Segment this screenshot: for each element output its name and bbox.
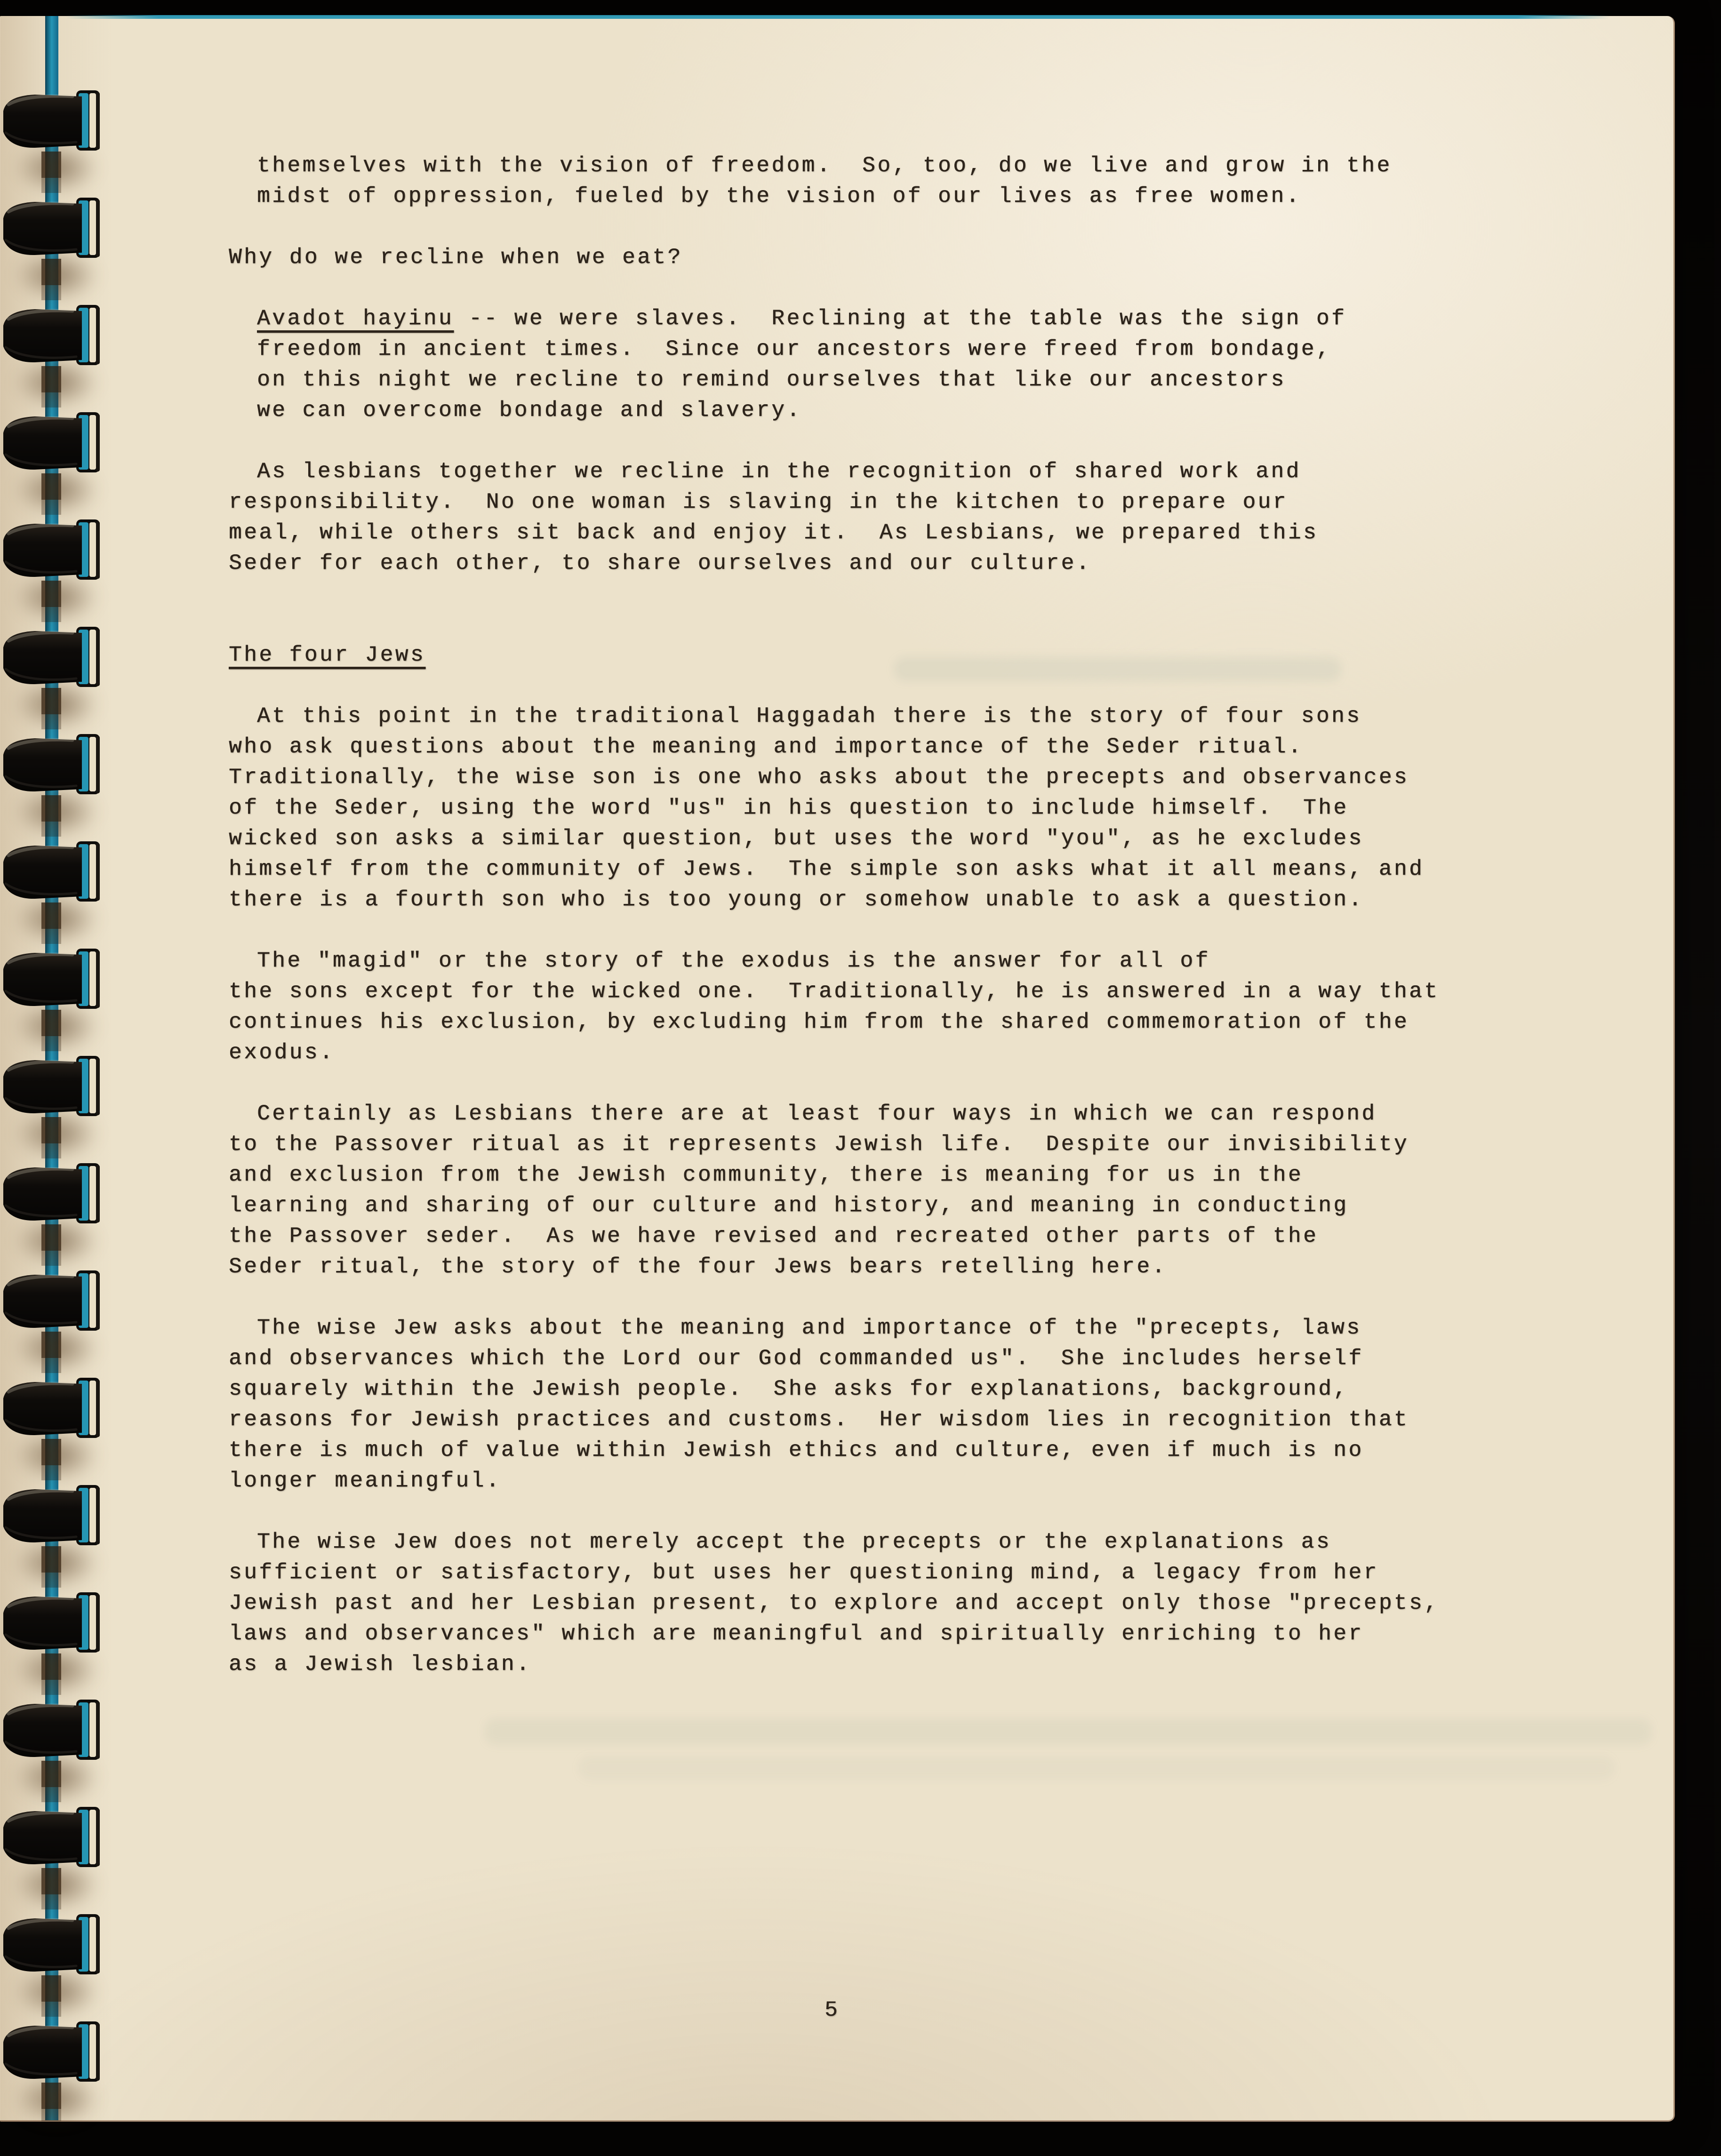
text-line — [229, 732, 1593, 762]
text-line — [229, 1190, 1593, 1221]
blank-line — [229, 579, 1593, 609]
bleedthrough-smudge — [579, 1756, 1614, 1780]
blank-line — [229, 1068, 1593, 1099]
text-segment: the sons except for the wicked one. Traditionally, he is answered in a way that — [229, 979, 1440, 1004]
text-line — [229, 1405, 1593, 1435]
text-segment: Why do we recline when we eat? — [229, 245, 683, 270]
text-segment: we can overcome bondage and slavery. — [257, 398, 802, 423]
blank-line — [229, 273, 1593, 303]
text-segment: and observances which the Lord our God commanded us". She includes herself — [229, 1346, 1364, 1371]
binding-ring-graphic — [1, 1162, 104, 1225]
text-line — [229, 1160, 1593, 1190]
page-text — [229, 151, 1593, 1680]
binding-ring-graphic — [1, 89, 104, 152]
binding-ring — [1, 1484, 104, 1547]
binding-ring — [1, 2020, 104, 2084]
binding-ring — [1, 197, 104, 260]
binding-ring — [1, 1270, 104, 1333]
blank-line — [229, 426, 1593, 456]
text-line — [229, 823, 1593, 854]
text-segment: As lesbians together we recline in the recognition of shared work and — [257, 459, 1301, 484]
text-segment: responsibility. No one woman is slaving in the kitchen to prepare our — [229, 490, 1288, 514]
text-line — [229, 487, 1593, 518]
binding-ring-graphic — [1, 1377, 104, 1440]
text-line — [229, 1557, 1593, 1588]
text-line — [229, 1252, 1593, 1282]
binding-ring — [1, 1591, 104, 1654]
text-segment: At this point in the traditional Haggadah there is the story of four sons — [257, 704, 1362, 728]
text-line — [229, 1466, 1593, 1496]
binding-ring — [1, 1377, 104, 1440]
text-line — [229, 303, 1593, 334]
text-line — [229, 854, 1593, 885]
text-line — [229, 242, 1593, 273]
binding-ring-graphic — [1, 733, 104, 796]
bleedthrough-smudge — [485, 1718, 1652, 1745]
binding-ring-graphic — [1, 1484, 104, 1547]
text-line — [229, 1007, 1593, 1038]
binding-ring-graphic — [1, 411, 104, 474]
binding-ring — [1, 733, 104, 796]
text-segment: midst of oppression, fueled by the vision of our lives as free women. — [257, 184, 1301, 208]
text-segment: of the Seder, using the word "us" in his question to include himself. The — [229, 796, 1349, 820]
binding-ring — [1, 626, 104, 689]
text-line — [229, 1038, 1593, 1068]
text-line — [229, 548, 1593, 579]
binding-ring-graphic — [1, 1270, 104, 1333]
binding-ring — [1, 840, 104, 903]
text-segment: exodus. — [229, 1040, 335, 1065]
text-line — [229, 640, 1593, 671]
text-segment: continues his exclusion, by excluding him from the shared commemoration of the — [229, 1010, 1409, 1034]
text-segment: laws and observances" which are meaningful and spiritually enriching to her — [229, 1621, 1364, 1646]
text-segment: The wise Jew asks about the meaning and importance of the "precepts, laws — [257, 1316, 1362, 1340]
text-line — [229, 518, 1593, 548]
text-segment: themselves with the vision of freedom. So, too, do we live and grow in the — [257, 153, 1392, 178]
binding-ring — [1, 519, 104, 582]
text-line — [229, 395, 1593, 426]
text-line — [229, 1343, 1593, 1374]
binding-ring — [1, 1699, 104, 1762]
text-segment: as a Jewish lesbian. — [229, 1652, 532, 1677]
binding-ring — [1, 89, 104, 152]
text-line — [229, 1099, 1593, 1129]
text-segment: who ask questions about the meaning and importance of the Seder ritual. — [229, 735, 1303, 759]
binding-ring-graphic — [1, 1699, 104, 1762]
blank-line — [229, 671, 1593, 701]
binding-ring-graphic — [1, 197, 104, 260]
text-line — [229, 1313, 1593, 1343]
binding-ring-graphic — [1, 948, 104, 1011]
binding-ring — [1, 1055, 104, 1118]
text-segment: Seder for each other, to share ourselves and our culture. — [229, 551, 1091, 575]
text-line — [229, 456, 1593, 487]
text-line — [229, 793, 1593, 823]
page-number: 5 — [824, 1998, 838, 2022]
binding-ring — [1, 948, 104, 1011]
text-line — [229, 1374, 1593, 1405]
text-segment: sufficient or satisfactory, but uses her questioning mind, a legacy from her — [229, 1560, 1379, 1585]
binding-ring-graphic — [1, 840, 104, 903]
text-segment: there is a fourth son who is too young or somehow unable to ask a question. — [229, 887, 1364, 912]
text-line — [229, 334, 1593, 365]
binding-ring — [1, 1806, 104, 1869]
text-line — [229, 885, 1593, 915]
text-segment: The "magid" or the story of the exodus is the answer for all of — [257, 949, 1210, 973]
text-line — [229, 1221, 1593, 1252]
text-segment: freedom in ancient times. Since our ancestors were freed from bondage, — [257, 337, 1331, 361]
binding-ring-graphic — [1, 2020, 104, 2084]
text-segment: -- we were slaves. Reclining at the table was the sign of — [454, 306, 1347, 331]
binding-ring-graphic — [1, 519, 104, 582]
text-line — [229, 181, 1593, 212]
text-segment: Jewish past and her Lesbian present, to explore and accept only those "precepts, — [229, 1591, 1440, 1615]
blank-line — [229, 915, 1593, 946]
text-segment: The wise Jew does not merely accept the precepts or the explanations as — [257, 1530, 1331, 1554]
text-segment: Certainly as Lesbians there are at least four ways in which we can respond — [257, 1102, 1377, 1126]
binding-ring-graphic — [1, 626, 104, 689]
text-segment: to the Passover ritual as it represents Jewish life. Despite our invisibility — [229, 1132, 1409, 1157]
text-segment: longer meaningful. — [229, 1469, 501, 1493]
text-segment: on this night we recline to remind ourselves that like our ancestors — [257, 367, 1286, 392]
binding-ring — [1, 1162, 104, 1225]
text-line — [229, 762, 1593, 793]
binding-ring-graphic — [1, 1806, 104, 1869]
text-segment: The four Jews — [229, 643, 426, 667]
text-line — [229, 151, 1593, 181]
binding-ring-graphic — [1, 1591, 104, 1654]
blank-line — [229, 212, 1593, 242]
text-segment: himself from the community of Jews. The simple son asks what it all means, and — [229, 857, 1425, 881]
text-line — [229, 976, 1593, 1007]
text-segment: wicked son asks a similar question, but uses the word "you", as he excludes — [229, 826, 1364, 851]
text-line — [229, 365, 1593, 395]
text-line — [229, 1527, 1593, 1557]
text-line — [229, 1649, 1593, 1680]
binding-ring-graphic — [1, 1913, 104, 1976]
cover-edge — [66, 15, 1609, 19]
text-segment: Seder ritual, the story of the four Jews bears retelling here. — [229, 1254, 1167, 1279]
text-line — [229, 701, 1593, 732]
text-segment: reasons for Jewish practices and customs. Her wisdom lies in recognition that — [229, 1407, 1409, 1432]
text-line — [229, 1588, 1593, 1619]
binding-ring — [1, 411, 104, 474]
text-line — [229, 1435, 1593, 1466]
text-segment: squarely within the Jewish people. She asks for explanations, background, — [229, 1377, 1349, 1401]
binding-ring — [1, 1913, 104, 1976]
binding-ring — [1, 304, 104, 367]
text-line — [229, 1129, 1593, 1160]
text-segment: Avadot hayinu — [257, 306, 454, 331]
text-segment: Traditionally, the wise son is one who asks about the precepts and observances — [229, 765, 1409, 790]
binding-ring-graphic — [1, 304, 104, 367]
text-segment: and exclusion from the Jewish community, there is meaning for us in the — [229, 1163, 1303, 1187]
text-line — [229, 1619, 1593, 1649]
blank-line — [229, 1282, 1593, 1313]
blank-line — [229, 609, 1593, 640]
text-segment: learning and sharing of our culture and history, and meaning in conducting — [229, 1193, 1349, 1218]
blank-line — [229, 1496, 1593, 1527]
binding-ring-graphic — [1, 1055, 104, 1118]
text-segment: the Passover seder. As we have revised and recreated other parts of the — [229, 1224, 1319, 1248]
text-segment: there is much of value within Jewish ethics and culture, even if much is no — [229, 1438, 1364, 1462]
text-line — [229, 946, 1593, 976]
text-segment: meal, while others sit back and enjoy it. As Lesbians, we prepared this — [229, 520, 1319, 545]
